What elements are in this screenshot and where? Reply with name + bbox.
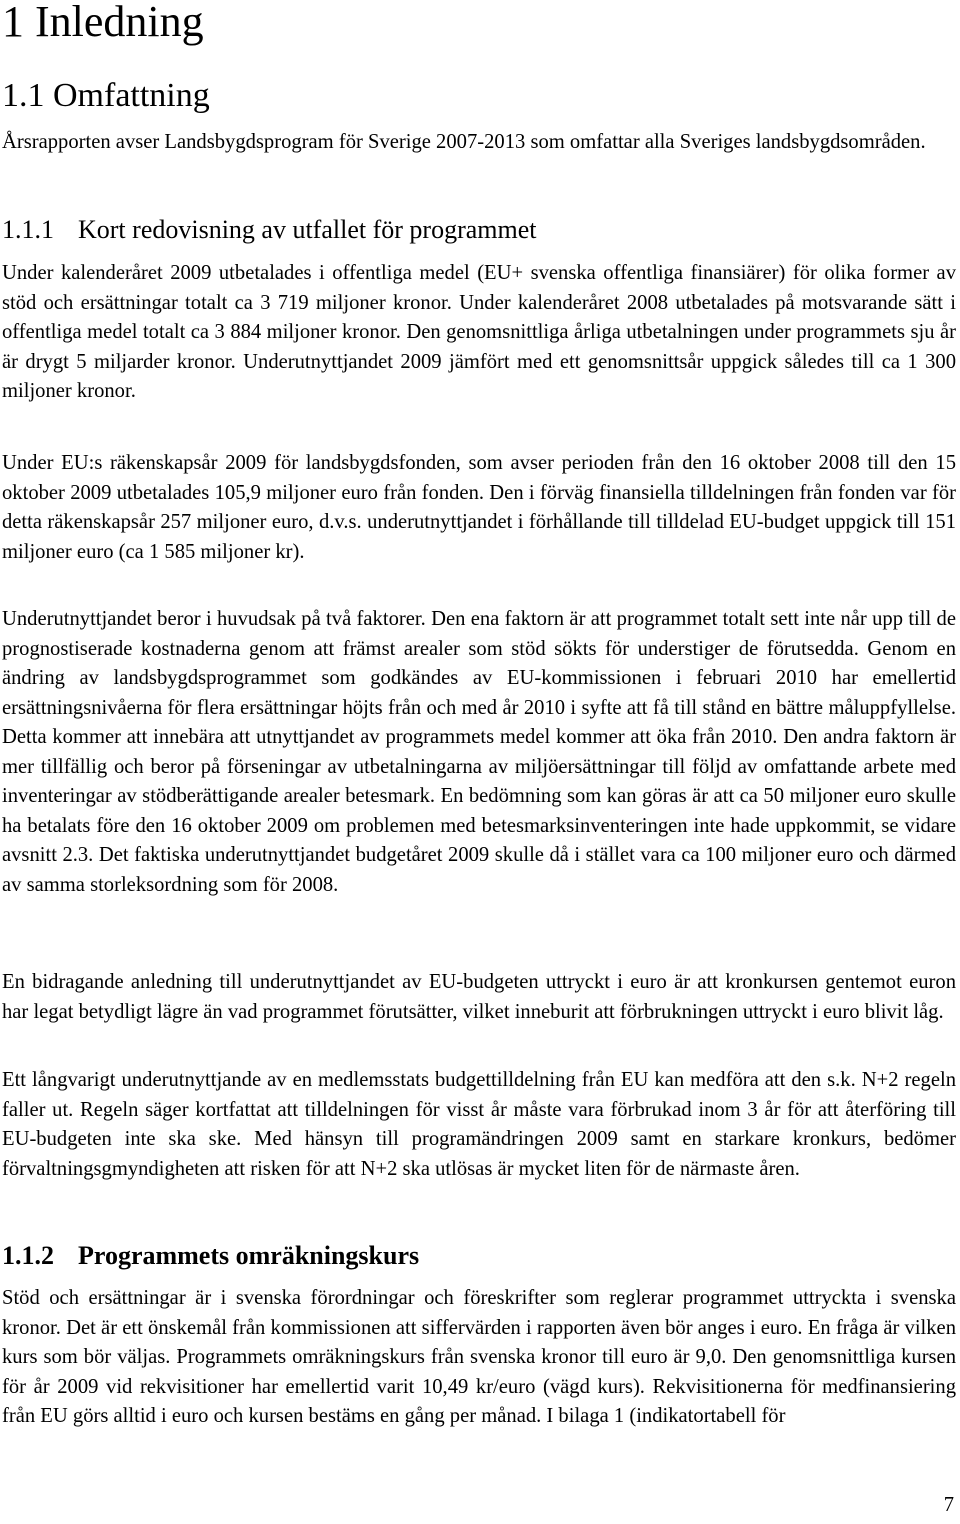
heading-omrakningskurs [2,1240,419,1272]
heading-inledning: 1 Inledning [2,0,204,46]
intro-paragraph: Årsrapporten avser Landsbygdsprogram för Sverige 2007-2013 som omfattar alla Sveriges landsbygdsområden. [2,131,926,153]
section-title: Programmets omräkningskurs [78,1241,420,1270]
paragraph-kronkurs: En bidragande anledning till underutnyttjandet av EU-budgeten uttryckt i euro är att kronkursen gentemot euron har legat betydligt lägre än vad programmet förutsätter, vilket inneburit att förbrukningen uttryckt i euro blivit låg. [2,971,956,1023]
section-number: 1.1.1 [2,215,54,244]
section-title: Kort redovisning av utfallet för programmet [78,215,537,244]
heading-omfattning: 1.1 Omfattning [2,77,210,114]
paragraph-n2-regeln: Ett långvarigt underutnyttjande av en medlemsstats budgettilldelning från EU kan medföra att den s.k. N+2 regeln faller ut. Regeln säger kortfattat att tilldelningen för visst år måste vara förbrukad inom 3 år för att återföring till EU-budgeten inte ska ske. Med hänsyn till programändringen 2009 samt en starkare kronkurs, bedömer förvaltningsgmyndigheten att risken för att N+2 ska utlösas är mycket liten för de närmaste åren. [2,1069,956,1180]
heading-kort-redovisning [2,214,536,246]
paragraph-utbetalningar: Under kalenderåret 2009 utbetalades i offentliga medel (EU+ svenska offentliga finansiärer) för olika former av stöd och ersättningar totalt ca 3 719 miljoner kronor. Under kalenderåret 2008 utbetalades på motsvarande sätt i offentliga medel totalt ca 3 884 miljoner kronor. Den genomsnittliga årliga utbetalningen under programmets sju år är drygt 5 miljarder kronor. Underutnyttjandet 2009 jämfört med ett genomsnittsår uppgick således till ca 1 300 miljoner kronor. [2,262,956,402]
paragraph-omrakningskurs: Stöd och ersättningar är i svenska förordningar och föreskrifter som reglerar programmet uttryckta i svenska kronor. Det är ett önskemål från kommissionen att siffervärden i rapporten även bör anges i euro. En fråga är vilken kurs som bör väljas. Programmets omräkningskurs från svenska kronor till euro är 9,0. Den genomsnittliga kursen för år 2009 vid rekvisitioner har emellertid varit 10,49 kr/euro (vägd kurs). Rekvisitionerna för medfinansiering från EU görs alltid i euro och kursen bestäms en gång per månad. I bilaga 1 (indikatortabell för [2,1287,956,1427]
paragraph-rakenskapsar: Under EU:s räkenskapsår 2009 för landsbygdsfonden, som avser perioden från den 16 oktober 2008 till den 15 oktober 2009 utbetalades 105,9 miljoner euro från fonden. Den i förväg finansiella tilldelningen från fonden var för detta räkenskapsår 257 miljoner euro, d.v.s. underutnyttjandet i förhållande till tilldelad EU-budget uppgick till 151 miljoner euro (ca 1 585 miljoner kr). [2,452,956,563]
section-number: 1.1.2 [2,1241,54,1270]
paragraph-underutnyttjande-faktorer: Underutnyttjandet beror i huvudsak på två faktorer. Den ena faktorn är att programmet totalt sett inte når upp till de prognostiserade kostnaderna genom att främst arealer som stöd sökts för understiger de förutsedda. Genom en ändring av landsbygdsprogrammet som godkändes av EU-kommissionen i februari 2010 har emellertid ersättningsnivåerna för flera ersättningar höjts från och med år 2010 i syfte att få till stånd en bättre måluppfyllelse. Detta kommer att innebära att utnyttjandet av programmets medel kommer att öka från 2010. Den andra faktorn är mer tillfällig och beror på förseningar av utbetalningarna av miljöersättningar till följd av omfattande arbete med inventeringar av stödberättigande arealer betesmark. En bedömning som kan göras är att ca 50 miljoner euro skulle ha betalats före den 16 oktober 2009 om problemen med betesmarksinventeringen inte hade uppkommit, se vidare avsnitt 2.3. Det faktiska underutnyttjandet budgetåret 2009 skulle då i stället vara ca 100 miljoner euro och därmed av samma storleksordning som för 2008. [2,608,956,896]
page-number: 7 [943,1494,954,1516]
